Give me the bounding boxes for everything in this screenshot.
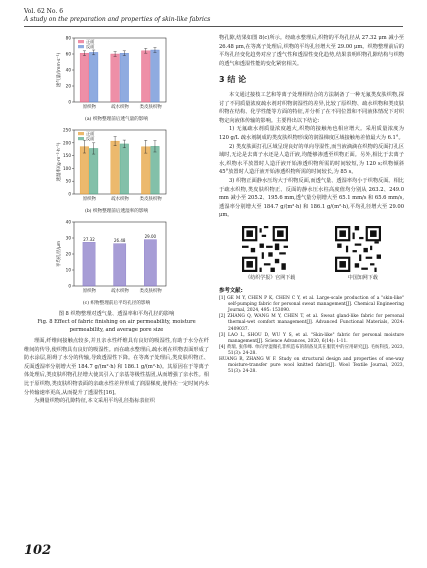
y-tick-label: 0: [68, 191, 71, 197]
y-tick-label: 10: [65, 267, 71, 273]
reference-item: [4] 黄瑞, 张伟峰. 单向导湿微孔非织造布的制备及其在服装中的应用研究[J]. 毛纺科技, 2023, 51(3): 24-28.: [219, 344, 404, 356]
qr-labels: [219, 274, 404, 283]
y-tick-label: 100: [63, 165, 71, 171]
x-tick-label: 类皮肤织物: [139, 197, 162, 202]
x-tick-label: 类皮肤织物: [139, 289, 162, 294]
x-tick-label: 原织物: [82, 105, 96, 110]
x-tick-label: 类皮肤织物: [139, 105, 162, 110]
legend-swatch: [78, 40, 84, 43]
bar: [83, 242, 95, 286]
chart-c-caption: (c) 织物整理前后平均孔径的影响: [82, 301, 151, 306]
legend-label: 反面: [86, 136, 95, 141]
section-number: 3: [219, 75, 225, 85]
y-axis-label: 透气量/(mm·s⁻¹): [57, 52, 62, 88]
y-tick-label: 60: [65, 51, 71, 57]
chart-c: [24, 218, 209, 307]
y-axis-label: 平均孔径/μm: [57, 240, 62, 268]
chart-b-svg: [24, 126, 209, 208]
y-tick-label: 80: [65, 35, 71, 41]
header-rule: [24, 26, 403, 27]
x-tick-label: 疏水织物: [111, 289, 129, 294]
y-tick-label: 250: [63, 127, 71, 133]
right-column: [219, 34, 404, 375]
chart-c-svg: [24, 218, 209, 300]
x-tick-label: 疏水织物: [111, 105, 129, 110]
bar: [151, 146, 160, 194]
y-tick-label: 50: [65, 178, 71, 184]
chart-a: [24, 34, 209, 123]
right-paragraph-1: 物孔隙,结果如图 8(c)所示。经疏水整理后,织物的平均孔径从 27.32 μm 减小至 26.48 μm,在等离子处理后,织物的平均孔径增大至 29.00 μm。织物整理前后的平均孔径变化趋势对应了透气性和透湿性变化趋势,结果表明织物孔隙结构与织物的透气和透湿性能的变化紧密相关。: [219, 35, 404, 67]
chart-a-caption: (a) 织物整理前后透气量的影响: [85, 117, 148, 122]
y-tick-label: 0: [68, 99, 71, 105]
y-tick-label: 20: [65, 83, 71, 89]
bar: [114, 244, 126, 286]
reference-item: [2] ZHANG Q, WANG M Y, CHEN T, et al. Sweat gland-like fabric for personal thermal-wet comfort management[J]. Advanced Functional Materials, 2024: 2409037.: [219, 314, 404, 332]
left-paragraph-1: 理面,纤维间接触点较多,并且亲水性纤维具有良好的吸湿性,有助于水分在纤维间的传导,使织物具有良好的吸湿性。而在疏水整理后,疏水剂在织物表面形成了防水涂层,阻碍了水分的传输,导致透湿性下降。在等离子处理后,类皮肤织物正、反面透湿率分别增大至 184.7 g/(m²·h) 和 186.1 g/(m²·h)。其原因在于等离子体处理后,类皮肤织物孔径增大使其引入了亲基等极性基团,从而增强了亲水性。相比于原织物,类皮肤织物表面的亲疏水性差异形成了润湿梯度,使得在一定时间内水分传输速率更高,从而提升了透湿性[16]。: [24, 338, 209, 396]
legend-swatch: [78, 137, 84, 140]
bar: [111, 141, 120, 194]
bar: [89, 148, 98, 194]
bar: [80, 53, 89, 102]
y-axis-label: 透湿率/(g·m⁻²·h⁻¹): [57, 142, 62, 182]
page-number: 102: [24, 543, 52, 558]
data-label: 29.00: [144, 234, 157, 240]
legend-label: 正面: [86, 131, 95, 136]
y-tick-label: 0: [68, 283, 71, 289]
conclusion-point-1: 1) 无氟疏水剂质量浓度越大,织物的接触角也相应增大。采用质量浓度为 120 g/L 疏水剂制成的类皮肤织物形成的润湿梯度区域接触角差值最大为 6.1°。: [219, 126, 404, 141]
bar: [144, 240, 156, 286]
y-tick-label: 200: [63, 140, 71, 146]
left-column: [24, 34, 209, 406]
bar: [151, 50, 160, 102]
y-tick-label: 150: [63, 153, 71, 159]
qr-code-cnki[interactable]: [335, 226, 381, 272]
x-tick-label: 原织物: [82, 289, 96, 294]
bar: [120, 144, 129, 194]
data-label: 27.32: [83, 236, 95, 242]
reference-item: HUANG R, ZHANG W F. Study on structural design and properties of one-way moisture-transfer pure wool knitted fabric[J]. Wool Textile Journal, 2023, 51(3): 24-28.: [219, 357, 404, 375]
chart-b: [24, 126, 209, 215]
y-tick-label: 20: [65, 251, 71, 257]
bar: [89, 52, 98, 102]
figure-caption-en: Fig. 8 Effect of fabric finishing on air permeability, moisture permeability, and average pore size: [37, 319, 196, 333]
bar: [80, 147, 89, 194]
running-title: A study on the preparation and properties of skin-like fabrics: [24, 16, 211, 23]
left-paragraph-2: 为测量织物的孔隙特征,本文采用平均孔径指标表征织: [34, 398, 155, 405]
reference-item: [1] GE M Y, CHEN P K, CHEN C Y, et al. Large-scale production of a "skin-like" self-pumping fabric for personal sweat management[J]. Chemical Engineering Journal, 2024, 495: 153090.: [219, 296, 404, 314]
y-tick-label: 30: [65, 235, 71, 241]
volume-label: Vol. 62 No. 6: [24, 8, 64, 15]
section-title: 结 论: [227, 75, 247, 85]
conclusion-intro: 本文通过接枝工艺和等离子处理相结合的方法制备了一种无氟类皮肤织物,探讨了不同质量浓度疏水剂对织物润湿性的差异,比较了原织物、疏水织物和类皮肤织物在结构、化学性能等方面的特征,并分析了在不同位置和不同液体情况下对织物定向液体传输的影响。主要得出以下结论:: [219, 91, 404, 124]
figure-caption-cn: 图 8 织物整理对透气量、透湿率和平均孔径的影响: [58, 311, 175, 317]
bar: [141, 51, 150, 102]
data-label: 26.48: [113, 238, 126, 244]
qr-code-journal[interactable]: [242, 226, 288, 272]
bar: [111, 54, 120, 102]
qr-label-journal: 《纺织学报》官网下载: [245, 274, 296, 281]
legend-swatch: [78, 132, 84, 135]
chart-b-caption: (b) 织物整理前后透湿率的影响: [84, 209, 149, 214]
legend-label: 正面: [86, 39, 95, 44]
legend-label: 反面: [86, 44, 95, 49]
section-heading: [219, 76, 404, 85]
conclusion-point-3: 3) 织物正面静水压均大于织物反面,而透气量、透湿率均小于织物反面。相比于疏水织物,类皮肤织物正、反面的静水压水柱高度值均分别从 263.2、249.0 mm 减小至 205.2、195.6 mm,透气量分别增大至 65.1 mm/s 和 65.6 mm/s,透湿率分别增大至 184.7 g/(m²·h) 和 186.1 g/(m²·h),平均孔径增大至 29.00 μm。: [219, 177, 404, 219]
bar: [141, 147, 150, 194]
y-tick-label: 40: [65, 67, 71, 73]
y-tick-label: 40: [65, 219, 71, 225]
qr-label-cnki: 中国知网下载: [347, 274, 378, 281]
legend-swatch: [78, 45, 84, 48]
x-tick-label: 疏水织物: [111, 197, 129, 202]
qr-code-row: [219, 226, 404, 272]
references-title: 参考文献:: [219, 288, 243, 295]
chart-a-svg: [24, 34, 209, 116]
running-header: [24, 8, 210, 24]
conclusion-point-2: 2) 类皮肤面打孔区域呈现良好的单向导湿性,而当液滴滴在织物的反面打孔区域时,无论是去离子水还是人造汗液,均能够渗透至织物正面。另外,相比于去离子水,织物水平放置时人造汗液开始渗透织物所需的时间较短,为 120 s;织物倾斜 45°放置时人造汗液开始渗透织物所需的时间较长,为 85 s。: [219, 143, 404, 176]
x-tick-label: 原织物: [82, 197, 96, 202]
bar: [120, 53, 129, 102]
reference-item: [3] LAO L, SHOU D, WU Y S, et al. "Skin-like" fabric for personal moisture management[J]. Science Advances, 2020, 6(14): 1-11.: [219, 332, 404, 344]
